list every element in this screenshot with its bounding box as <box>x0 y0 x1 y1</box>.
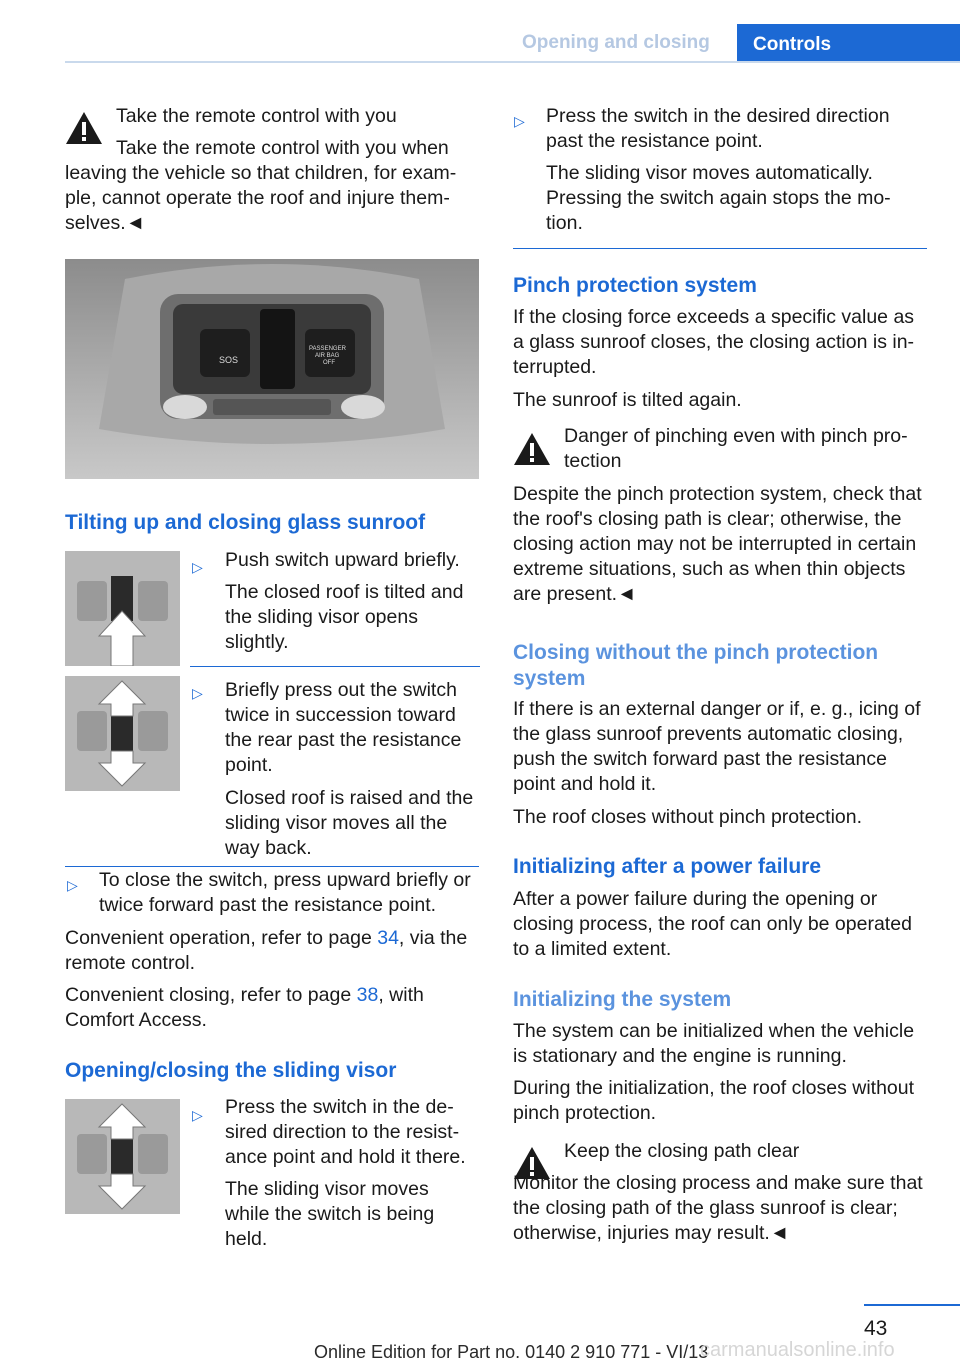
tilt-step-3-line1: To close the switch, press upward briefly or twice forward past the resistance point. <box>99 869 471 916</box>
tilt-step-1-line1: Push switch upward briefly. <box>225 549 460 571</box>
step-divider <box>65 866 479 867</box>
heading-power-failure: Initializing after a power failure <box>513 855 822 878</box>
convenient-closing-text-b: , with Comfort Access. <box>65 984 424 1031</box>
warning-remote-body-line1: Take the remote control with you when <box>116 137 449 159</box>
online-edition-text: Online Edition for Part no. 0140 2 910 771 - VI/13 <box>314 1342 709 1362</box>
bullet-marker: ▷ <box>67 877 78 893</box>
heading-sliding-visor: Opening/closing the sliding visor <box>65 1059 397 1082</box>
warning-remote-title: Take the remote control with you <box>116 105 397 127</box>
warning-closing-path-title: Keep the closing path clear <box>564 1140 800 1162</box>
step-divider <box>190 666 480 667</box>
airbag-label: AIR BAG <box>315 353 340 359</box>
header-section-title: Opening and closing <box>522 32 710 53</box>
convenient-closing-text-a: Convenient closing, refer to page <box>65 984 357 1006</box>
header-tab-controls[interactable]: Controls <box>737 24 960 63</box>
visor-step-2-line2: The sliding visor moves automatically. Pressing the switch again stops the mo-tion. <box>546 162 891 234</box>
warning-pinching-title: Danger of pinching even with pinch pro-tection <box>564 425 908 472</box>
bullet-marker: ▷ <box>514 113 525 129</box>
watermark-text: carmanualsonline.info <box>700 1339 895 1361</box>
warning-remote-body: leaving the vehicle so that children, for exam- ple, cannot operate the roof and injure them- selves.◄ <box>65 162 457 234</box>
tilt-step-1-line2: The closed roof is tilted and the sliding visor opens slightly. <box>225 581 464 653</box>
step-divider <box>513 248 927 249</box>
tilt-step-2-line1: Briefly press out the switch twice in succession toward the rear past the resistance point. <box>225 679 462 776</box>
bullet-marker: ▷ <box>192 559 203 575</box>
visor-step-1-line1: Press the switch in the de-sired direction to the resist-ance point and hold it there. <box>225 1096 466 1168</box>
without-paragraph-2: The roof closes without pinch protection. <box>513 806 863 828</box>
header-divider <box>65 61 960 63</box>
bullet-marker: ▷ <box>192 685 203 701</box>
switch-upward-thumbnail <box>65 551 180 666</box>
heading-closing-without-pinch: Closing without the pinch protection system <box>513 641 879 690</box>
passenger-label: PASSENGER <box>309 346 346 352</box>
switch-visor-thumbnail <box>65 1099 180 1214</box>
roof-control-panel-photo <box>65 259 479 479</box>
warning-pinching-body: Despite the pinch protection system, check that the roof's closing path is clear; otherwise, the closing action may not be interrupted in certain extreme situations, such as when thin objects are present.◄ <box>513 483 922 605</box>
warning-triangle-icon <box>65 110 103 146</box>
pinch-paragraph-1: If the closing force exceeds a specific value as a glass sunroof closes, the closing action is in-terrupted. <box>513 306 915 378</box>
off-label: OFF <box>323 360 335 366</box>
init-paragraph-2: During the initialization, the roof closes without pinch protection. <box>513 1077 915 1124</box>
convenient-operation-text-b: , via the remote control. <box>65 927 468 974</box>
heading-tilting-sunroof: Tilting up and closing glass sunroof <box>65 511 426 534</box>
convenient-closing-text <box>65 983 479 1033</box>
footer-divider <box>864 1304 960 1306</box>
init-paragraph-1: The system can be initialized when the vehicle is stationary and the engine is running. <box>513 1020 915 1067</box>
switch-rearward-thumbnail <box>65 676 180 791</box>
pinch-paragraph-2: The sunroof is tilted again. <box>513 389 742 411</box>
power-paragraph-1: After a power failure during the opening or closing process, the roof can only be operated to a limited extent. <box>513 888 912 960</box>
without-paragraph-1: If there is an external danger or if, e. g., icing of the glass sunroof prevents automatic closing, push the switch forward past the resistance point and hold it. <box>513 698 921 795</box>
page-reference-38-link[interactable]: 38 <box>356 984 379 1006</box>
heading-initializing-system: Initializing the system <box>513 988 732 1011</box>
tilt-step-2-line2: Closed roof is raised and the sliding visor moves all the way back. <box>225 787 474 859</box>
visor-step-1-line2: The sliding visor moves while the switch is being held. <box>225 1178 435 1250</box>
heading-pinch-protection: Pinch protection system <box>513 274 757 297</box>
visor-step-2-line1: Press the switch in the desired direction past the resistance point. <box>546 105 890 152</box>
bullet-marker: ▷ <box>192 1107 203 1123</box>
page-number: 43 <box>864 1317 888 1340</box>
warning-closing-path-body: Monitor the closing process and make sure that the closing path of the glass sunroof is clear; otherwise, injuries may result.◄ <box>513 1172 923 1244</box>
convenient-operation-text-a: Convenient operation, refer to page <box>65 927 378 949</box>
sos-button-label: SOS <box>219 355 239 365</box>
convenient-operation-text <box>65 926 479 976</box>
page-reference-34-link[interactable]: 34 <box>377 927 399 949</box>
warning-triangle-icon <box>513 431 551 467</box>
